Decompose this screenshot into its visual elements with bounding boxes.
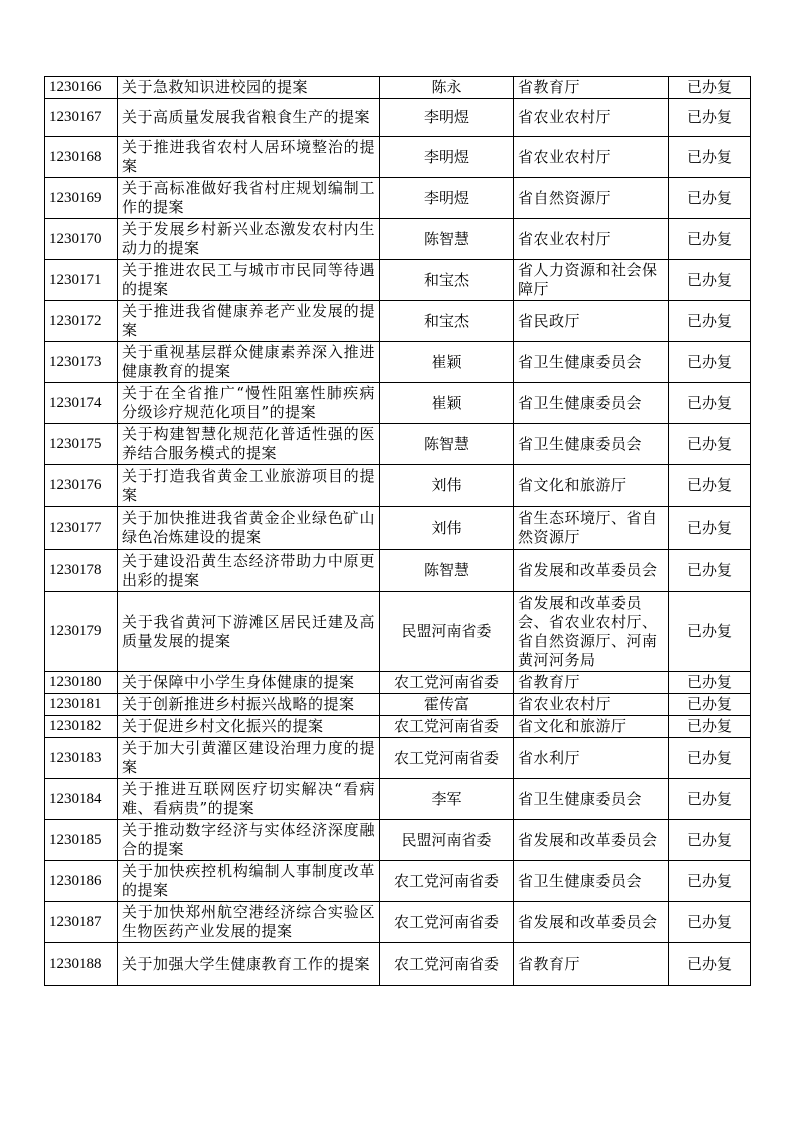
- cell-proposer: 农工党河南省委: [380, 738, 514, 779]
- cell-dept: 省卫生健康委员会: [514, 861, 669, 902]
- table-row: [45, 219, 751, 260]
- cell-dept: 省文化和旅游厅: [514, 465, 669, 507]
- table-row: [45, 465, 751, 507]
- cell-id: 1230179: [45, 592, 118, 672]
- cell-status: 已办复: [669, 383, 751, 424]
- cell-id: 1230180: [45, 672, 118, 694]
- cell-id: 1230187: [45, 902, 118, 943]
- cell-title: 关于加大引黄灌区建设治理力度的提案: [118, 738, 380, 779]
- cell-title: 关于发展乡村新兴业态激发农村内生动力的提案: [118, 219, 380, 260]
- cell-title: 关于加快郑州航空港经济综合实验区生物医药产业发展的提案: [118, 902, 380, 943]
- cell-title: 关于保障中小学生身体健康的提案: [118, 672, 380, 694]
- cell-dept: 省农业农村厅: [514, 219, 669, 260]
- table-row: [45, 779, 751, 820]
- cell-proposer: 李明煜: [380, 178, 514, 219]
- cell-id: 1230171: [45, 260, 118, 301]
- cell-proposer: 和宝杰: [380, 301, 514, 342]
- cell-title: 关于打造我省黄金工业旅游项目的提案: [118, 465, 380, 507]
- cell-status: 已办复: [669, 465, 751, 507]
- cell-title: 关于推进我省农村人居环境整治的提案: [118, 137, 380, 178]
- table-row: [45, 902, 751, 943]
- cell-title: 关于我省黄河下游滩区居民迁建及高质量发展的提案: [118, 592, 380, 672]
- cell-id: 1230168: [45, 137, 118, 178]
- cell-id: 1230169: [45, 178, 118, 219]
- cell-id: 1230181: [45, 694, 118, 716]
- cell-id: 1230166: [45, 77, 118, 99]
- cell-id: 1230170: [45, 219, 118, 260]
- proposal-table: [44, 76, 751, 986]
- cell-title: 关于加强大学生健康教育工作的提案: [118, 943, 380, 986]
- table-row: [45, 820, 751, 861]
- cell-title: 关于构建智慧化规范化普适性强的医养结合服务模式的提案: [118, 424, 380, 465]
- cell-dept: 省水利厅: [514, 738, 669, 779]
- cell-dept: 省农业农村厅: [514, 99, 669, 137]
- cell-proposer: 农工党河南省委: [380, 861, 514, 902]
- cell-dept: 省卫生健康委员会: [514, 383, 669, 424]
- cell-title: 关于推进农民工与城市市民同等待遇的提案: [118, 260, 380, 301]
- cell-status: 已办复: [669, 99, 751, 137]
- cell-dept: 省教育厅: [514, 943, 669, 986]
- cell-proposer: 陈永: [380, 77, 514, 99]
- cell-id: 1230176: [45, 465, 118, 507]
- cell-proposer: 李军: [380, 779, 514, 820]
- cell-dept: 省自然资源厅: [514, 178, 669, 219]
- table-row: [45, 383, 751, 424]
- table-row: [45, 861, 751, 902]
- cell-status: 已办复: [669, 507, 751, 550]
- cell-id: 1230182: [45, 716, 118, 738]
- cell-title: 关于建设沿黄生态经济带助力中原更出彩的提案: [118, 550, 380, 592]
- cell-proposer: 刘伟: [380, 465, 514, 507]
- cell-id: 1230174: [45, 383, 118, 424]
- table-row: [45, 694, 751, 716]
- table-row: [45, 99, 751, 137]
- cell-status: 已办复: [669, 694, 751, 716]
- cell-dept: 省发展和改革委员会: [514, 550, 669, 592]
- cell-dept: 省生态环境厅、省自然资源厅: [514, 507, 669, 550]
- table-row: [45, 301, 751, 342]
- cell-title: 关于创新推进乡村振兴战略的提案: [118, 694, 380, 716]
- cell-dept: 省人力资源和社会保障厅: [514, 260, 669, 301]
- table-row: [45, 672, 751, 694]
- table-row: [45, 77, 751, 99]
- table-row: [45, 137, 751, 178]
- cell-proposer: 农工党河南省委: [380, 943, 514, 986]
- cell-proposer: 霍传富: [380, 694, 514, 716]
- cell-dept: 省民政厅: [514, 301, 669, 342]
- cell-status: 已办复: [669, 672, 751, 694]
- cell-status: 已办复: [669, 716, 751, 738]
- table-row: [45, 260, 751, 301]
- cell-title: 关于高标准做好我省村庄规划编制工作的提案: [118, 178, 380, 219]
- cell-status: 已办复: [669, 861, 751, 902]
- cell-title: 关于推动数字经济与实体经济深度融合的提案: [118, 820, 380, 861]
- cell-id: 1230184: [45, 779, 118, 820]
- cell-proposer: 崔颖: [380, 342, 514, 383]
- cell-dept: 省卫生健康委员会: [514, 779, 669, 820]
- cell-id: 1230172: [45, 301, 118, 342]
- cell-status: 已办复: [669, 779, 751, 820]
- cell-proposer: 农工党河南省委: [380, 716, 514, 738]
- cell-status: 已办复: [669, 820, 751, 861]
- cell-dept: 省发展和改革委员会、省农业农村厅、省自然资源厅、河南黄河河务局: [514, 592, 669, 672]
- cell-proposer: 民盟河南省委: [380, 592, 514, 672]
- cell-status: 已办复: [669, 178, 751, 219]
- cell-title: 关于急救知识进校园的提案: [118, 77, 380, 99]
- cell-status: 已办复: [669, 137, 751, 178]
- cell-title: 关于推进互联网医疗切实解决“看病难、看病贵”的提案: [118, 779, 380, 820]
- table-body: [45, 77, 751, 986]
- cell-status: 已办复: [669, 738, 751, 779]
- cell-id: 1230186: [45, 861, 118, 902]
- cell-proposer: 李明煜: [380, 99, 514, 137]
- table-row: [45, 738, 751, 779]
- cell-title: 关于加快推进我省黄金企业绿色矿山绿色冶炼建设的提案: [118, 507, 380, 550]
- cell-id: 1230183: [45, 738, 118, 779]
- cell-title: 关于推进我省健康养老产业发展的提案: [118, 301, 380, 342]
- cell-proposer: 和宝杰: [380, 260, 514, 301]
- table-row: [45, 716, 751, 738]
- cell-proposer: 陈智慧: [380, 550, 514, 592]
- cell-dept: 省农业农村厅: [514, 137, 669, 178]
- cell-title: 关于促进乡村文化振兴的提案: [118, 716, 380, 738]
- cell-status: 已办复: [669, 902, 751, 943]
- cell-proposer: 民盟河南省委: [380, 820, 514, 861]
- table-row: [45, 178, 751, 219]
- cell-status: 已办复: [669, 219, 751, 260]
- cell-id: 1230177: [45, 507, 118, 550]
- cell-proposer: 陈智慧: [380, 424, 514, 465]
- cell-proposer: 农工党河南省委: [380, 902, 514, 943]
- cell-status: 已办复: [669, 342, 751, 383]
- cell-id: 1230185: [45, 820, 118, 861]
- table-row: [45, 507, 751, 550]
- cell-status: 已办复: [669, 424, 751, 465]
- table-row: [45, 424, 751, 465]
- cell-proposer: 崔颖: [380, 383, 514, 424]
- cell-proposer: 农工党河南省委: [380, 672, 514, 694]
- cell-status: 已办复: [669, 550, 751, 592]
- cell-id: 1230178: [45, 550, 118, 592]
- cell-id: 1230188: [45, 943, 118, 986]
- cell-title: 关于加快疾控机构编制人事制度改革的提案: [118, 861, 380, 902]
- cell-id: 1230167: [45, 99, 118, 137]
- cell-status: 已办复: [669, 77, 751, 99]
- cell-title: 关于高质量发展我省粮食生产的提案: [118, 99, 380, 137]
- cell-status: 已办复: [669, 260, 751, 301]
- cell-status: 已办复: [669, 592, 751, 672]
- table-row: [45, 943, 751, 986]
- table-row: [45, 592, 751, 672]
- cell-title: 关于重视基层群众健康素养深入推进健康教育的提案: [118, 342, 380, 383]
- cell-proposer: 陈智慧: [380, 219, 514, 260]
- cell-dept: 省农业农村厅: [514, 694, 669, 716]
- cell-status: 已办复: [669, 301, 751, 342]
- cell-dept: 省卫生健康委员会: [514, 342, 669, 383]
- cell-proposer: 刘伟: [380, 507, 514, 550]
- cell-dept: 省卫生健康委员会: [514, 424, 669, 465]
- cell-dept: 省文化和旅游厅: [514, 716, 669, 738]
- cell-status: 已办复: [669, 943, 751, 986]
- table-row: [45, 550, 751, 592]
- cell-dept: 省教育厅: [514, 672, 669, 694]
- cell-id: 1230173: [45, 342, 118, 383]
- cell-id: 1230175: [45, 424, 118, 465]
- cell-proposer: 李明煜: [380, 137, 514, 178]
- cell-dept: 省发展和改革委员会: [514, 820, 669, 861]
- cell-dept: 省教育厅: [514, 77, 669, 99]
- cell-dept: 省发展和改革委员会: [514, 902, 669, 943]
- table-row: [45, 342, 751, 383]
- cell-title: 关于在全省推广“慢性阻塞性肺疾病分级诊疗规范化项目”的提案: [118, 383, 380, 424]
